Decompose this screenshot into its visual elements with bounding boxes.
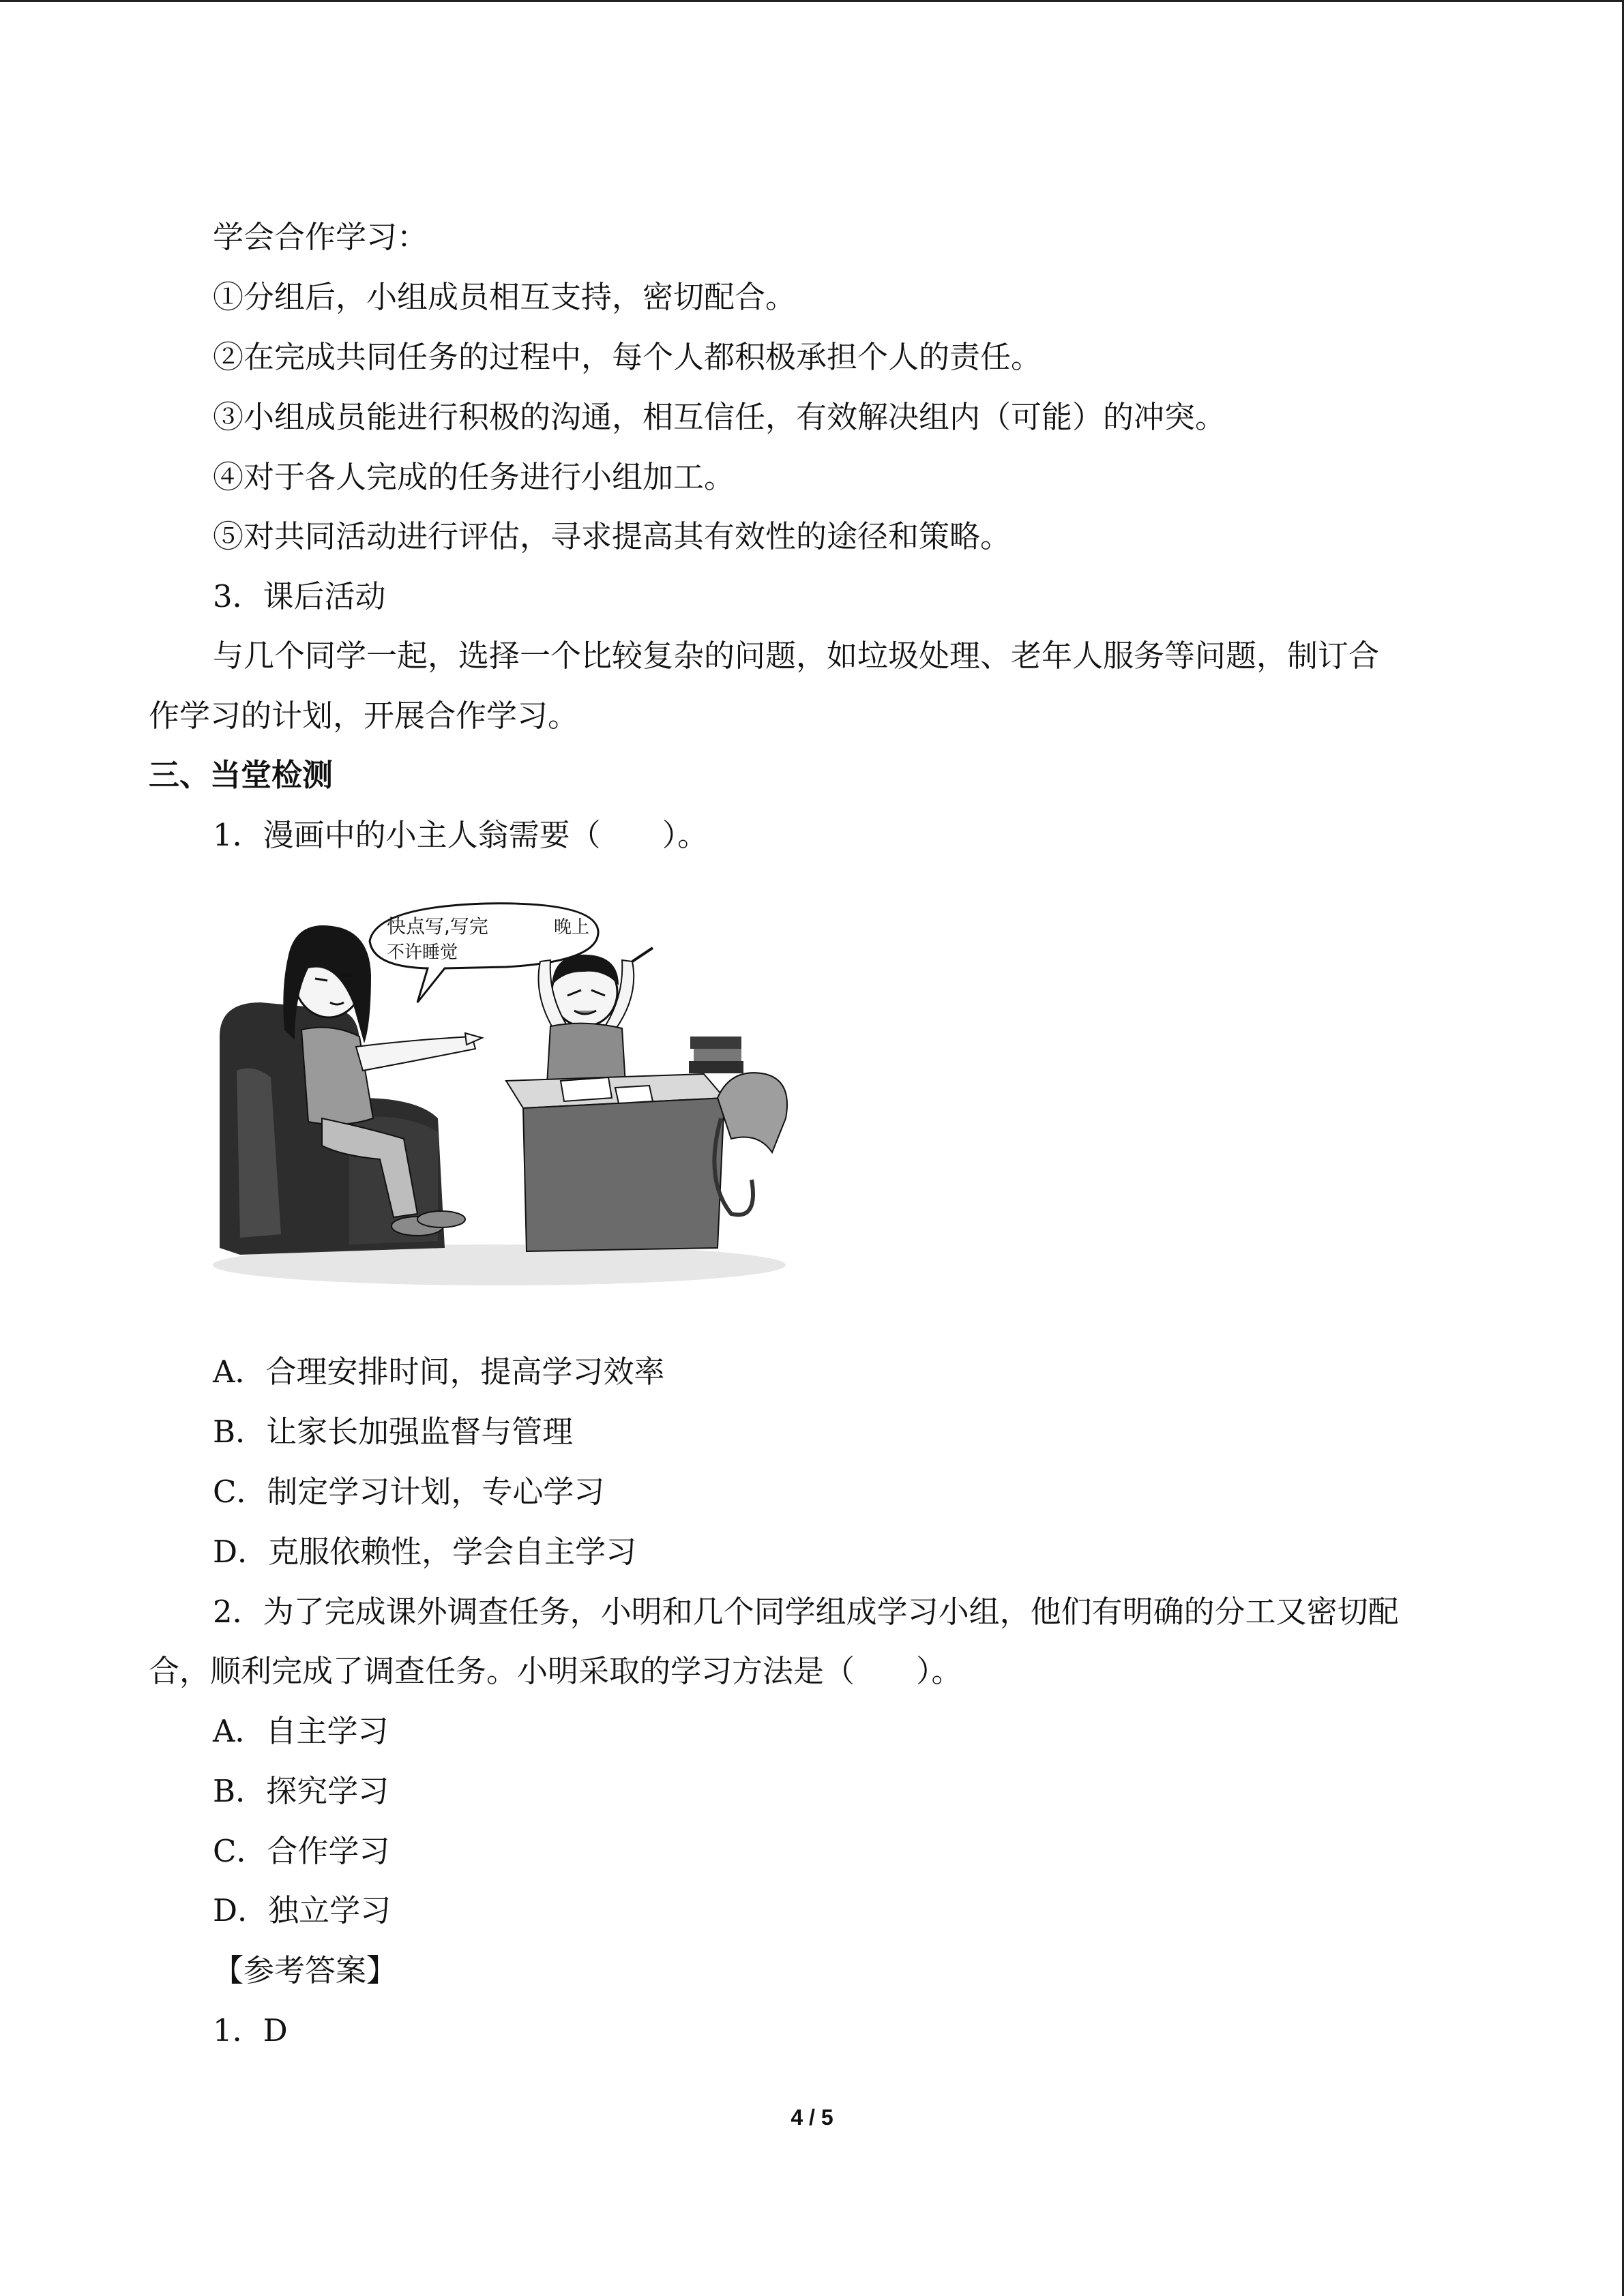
answer-1: 1．D bbox=[213, 2012, 288, 2048]
q1-option-c: C．制定学习计划，专心学习 bbox=[213, 1474, 605, 1510]
answers-heading: 【参考答案】 bbox=[213, 1952, 398, 1988]
q2-option-d: D．独立学习 bbox=[213, 1892, 392, 1928]
cooperate-item-5: ⑤对共同活动进行评估，寻求提高其有效性的途径和策略。 bbox=[213, 518, 1012, 554]
speech-line-3: 不许睡觉 bbox=[387, 942, 458, 963]
q2-option-a: A．自主学习 bbox=[213, 1713, 389, 1749]
after-class-para-line2: 作学习的计划，开展合作学习。 bbox=[149, 698, 579, 734]
after-class-para-line1: 与几个同学一起，选择一个比较复杂的问题，如垃圾处理、老年人服务等问题，制订合 bbox=[213, 638, 1380, 674]
cartoon-illustration bbox=[213, 893, 806, 1289]
cooperate-item-4: ④对于各人完成的任务进行小组加工。 bbox=[213, 459, 735, 495]
speech-line-1: 快点写,写完 bbox=[387, 915, 488, 938]
cooperate-heading: 学会合作学习： bbox=[213, 219, 428, 255]
speech-line-2: 晚上 bbox=[554, 917, 590, 938]
cooperate-item-3: ③小组成员能进行积极的沟通，相互信任，有效解决组内（可能）的冲突。 bbox=[213, 399, 1226, 435]
q2-option-b: B．探究学习 bbox=[213, 1773, 389, 1809]
after-class-heading: 3．课后活动 bbox=[213, 578, 386, 614]
page-number: 4 / 5 bbox=[791, 2105, 833, 2130]
q2-option-c: C．合作学习 bbox=[213, 1833, 390, 1869]
q1-option-a: A．合理安排时间，提高学习效率 bbox=[213, 1354, 665, 1390]
q1-stem: 1．漫画中的小主人翁需要（ ）。 bbox=[213, 817, 709, 853]
q2-stem-line2: 合，顺利完成了调查任务。小明采取的学习方法是（ ）。 bbox=[149, 1653, 962, 1689]
cooperate-item-2: ②在完成共同任务的过程中，每个人都积极承担个人的责任。 bbox=[213, 339, 1042, 375]
cooperate-item-1: ①分组后，小组成员相互支持，密切配合。 bbox=[213, 279, 797, 315]
q2-stem-line1: 2．为了完成课外调查任务，小明和几个同学组成学习小组，他们有明确的分工又密切配 bbox=[213, 1594, 1399, 1630]
q1-option-b: B．让家长加强监督与管理 bbox=[213, 1414, 574, 1450]
q1-option-d: D．克服依赖性，学会自主学习 bbox=[213, 1534, 637, 1570]
check-heading: 三、当堂检测 bbox=[149, 757, 334, 793]
